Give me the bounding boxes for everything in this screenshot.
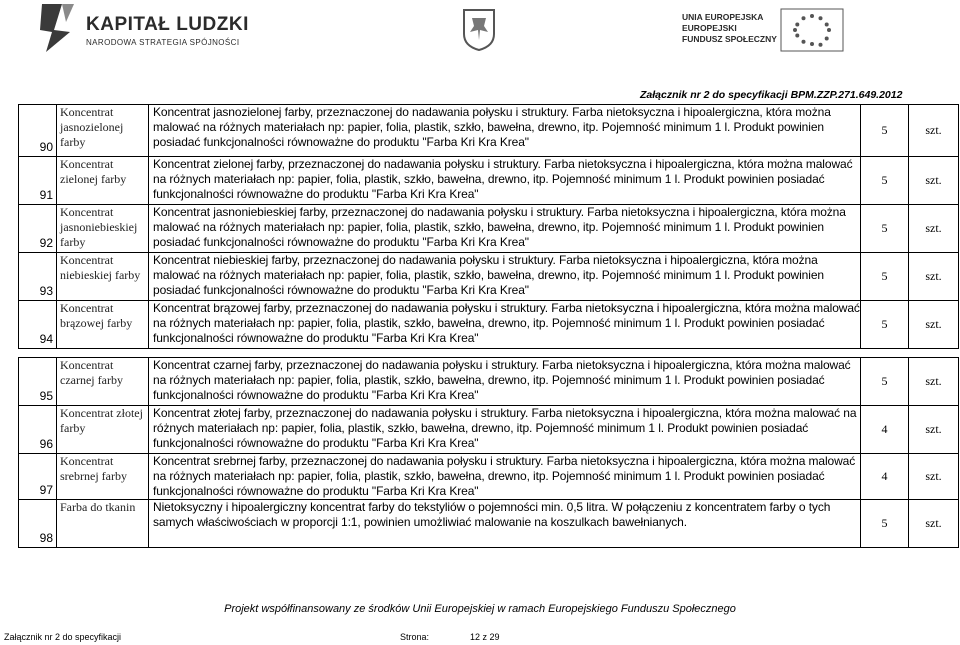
row-description: Koncentrat zielonej farby, przeznaczonej do nadawania połysku i struktury. Farba nietoksyczna i hipoalergiczna, która można malować na różnych materiałach np: papier, folia, plastik, szkło, bawełna, drewno, itp. Pojemność minimum 1 l. Produkt powinien posiadać funkcjonalności równoważne do produktu "Farba Kri Kra Krea": [149, 157, 861, 205]
row-number: 93: [19, 253, 57, 301]
row-description: Koncentrat czarnej farby, przeznaczonej do nadawania połysku i struktury. Farba nietoksyczna i hipoalergiczna, która można malować na różnych materiałach np: papier, folia, plastik, szkło, bawełna, drewno, itp. Pojemność minimum 1 l. Produkt powinien posiadać funkcjonalności równoważne do produktu "Farba Kri Kra Krea": [149, 358, 861, 406]
row-unit: szt.: [909, 205, 959, 253]
footer-attachment: Załącznik nr 2 do specyfikacji: [4, 632, 122, 642]
kapital-ludzki-flag-icon: [40, 2, 76, 54]
table-row: [19, 500, 959, 548]
table-row: [19, 301, 959, 349]
eu-label-line2: EUROPEJSKI: [682, 23, 737, 33]
row-unit: szt.: [909, 406, 959, 454]
row-number: 95: [19, 358, 57, 406]
funding-note: Projekt współfinansowany ze środków Unii Europejskiej w ramach Europejskiego Funduszu Społecznego: [224, 603, 736, 615]
row-number: 98: [19, 500, 57, 548]
row-number: 92: [19, 205, 57, 253]
row-description: Koncentrat brązowej farby, przeznaczonej do nadawania połysku i struktury. Farba nietoksyczna i hipoalergiczna, która można malować na różnych materiałach np: papier, folia, plastik, szkło, bawełna, drewno, itp. Pojemność minimum 1 l. Produkt powinien posiadać funkcjonalności równoważne do produktu "Farba Kri Kra Krea": [149, 301, 861, 349]
row-unit: szt.: [909, 105, 959, 157]
row-item-name: Koncentrat zielonej farby: [57, 157, 149, 205]
row-unit: szt.: [909, 358, 959, 406]
row-unit: szt.: [909, 500, 959, 548]
row-quantity: 5: [861, 253, 909, 301]
row-item-name: Koncentrat niebieskiej farby: [57, 253, 149, 301]
specification-table: [18, 104, 959, 548]
eu-label: [682, 12, 777, 45]
kapital-ludzki-title: KAPITAŁ LUDZKI: [86, 14, 249, 35]
eu-label-line3: FUNDUSZ SPOŁECZNY: [682, 34, 777, 44]
row-unit: szt.: [909, 253, 959, 301]
row-description: Koncentrat złotej farby, przeznaczonej do nadawania połysku i struktury. Farba nietoksyczna i hipoalergiczna, która można malować na różnych materiałach np: papier, folia, plastik, szkło, bawełna, drewno, itp. Pojemność minimum 1 l. Produkt powinien posiadać funkcjonalności równoważne do produktu "Farba Kri Kra Krea": [149, 406, 861, 454]
row-item-name: Koncentrat jasnoniebieskiej farby: [57, 205, 149, 253]
page-header: [0, 0, 960, 70]
polish-emblem-icon: [462, 8, 496, 52]
row-quantity: 4: [861, 454, 909, 500]
row-quantity: 4: [861, 406, 909, 454]
row-item-name: Koncentrat czarnej farby: [57, 358, 149, 406]
attachment-reference: Załącznik nr 2 do specyfikacji BPM.ZZP.271.649.2012: [640, 89, 903, 101]
row-description: Koncentrat srebrnej farby, przeznaczonej do nadawania połysku i struktury. Farba nietoksyczna i hipoalergiczna, która można malować na różnych materiałach np: papier, folia, plastik, szkło, bawełna, drewno, itp. Pojemność minimum 1 l. Produkt powinien posiadać funkcjonalności równoważne do produktu "Farba Kri Kra Krea": [149, 454, 861, 500]
row-number: 96: [19, 406, 57, 454]
row-number: 90: [19, 105, 57, 157]
row-quantity: 5: [861, 157, 909, 205]
eu-label-line1: UNIA EUROPEJSKA: [682, 12, 764, 22]
table-row: [19, 253, 959, 301]
row-description: Koncentrat niebieskiej farby, przeznaczonej do nadawania połysku i struktury. Farba nietoksyczna i hipoalergiczna, która można malować na różnych materiałach np: papier, folia, plastik, szkło, bawełna, drewno, itp. Pojemność minimum 1 l. Produkt powinien posiadać funkcjonalności równoważne do produktu "Farba Kri Kra Krea": [149, 253, 861, 301]
row-unit: szt.: [909, 454, 959, 500]
table-row: [19, 406, 959, 454]
row-item-name: Koncentrat jasnozielonej farby: [57, 105, 149, 157]
table-row: [19, 157, 959, 205]
row-quantity: 5: [861, 500, 909, 548]
row-number: 97: [19, 454, 57, 500]
row-description: Koncentrat jasnozielonej farby, przeznaczonej do nadawania połysku i struktury. Farba nietoksyczna i hipoalergiczna, która można malować na różnych materiałach np: papier, folia, plastik, szkło, bawełna, drewno, itp. Pojemność minimum 1 l. Produkt powinien posiadać funkcjonalności równoważne do produktu "Farba Kri Kra Krea": [149, 105, 861, 157]
row-quantity: 5: [861, 301, 909, 349]
row-unit: szt.: [909, 301, 959, 349]
row-item-name: Farba do tkanin: [57, 500, 149, 548]
row-quantity: 5: [861, 358, 909, 406]
table-row: [19, 205, 959, 253]
row-number: 94: [19, 301, 57, 349]
footer-page-label: Strona:: [400, 632, 430, 642]
kapital-ludzki-logo: [40, 2, 249, 60]
row-quantity: 5: [861, 105, 909, 157]
eu-flag-icon: [780, 8, 844, 52]
row-item-name: Koncentrat srebrnej farby: [57, 454, 149, 500]
table-row: [19, 105, 959, 157]
row-item-name: Koncentrat brązowej farby: [57, 301, 149, 349]
row-item-name: Koncentrat złotej farby: [57, 406, 149, 454]
table-section-gap: [19, 349, 959, 358]
row-description: Koncentrat jasnoniebieskiej farby, przeznaczonej do nadawania połysku i struktury. Farba nietoksyczna i hipoalergiczna, która można malować na różnych materiałach np: papier, folia, plastik, szkło, bawełna, drewno, itp. Pojemność minimum 1 l. Produkt powinien posiadać funkcjonalności równoważne do produktu "Farba Kri Kra Krea": [149, 205, 861, 253]
kapital-ludzki-subtitle: NARODOWA STRATEGIA SPÓJNOŚCI: [86, 38, 240, 47]
table-row: [19, 358, 959, 406]
row-unit: szt.: [909, 157, 959, 205]
row-description: Nietoksyczny i hipoalergiczny koncentrat farby do tekstyliów o pojemności min. 0,5 litra. W połączeniu z koncentratem farby o tych samych właściwościach w proporcji 1:1, powinien umożliwiać malowanie na koszulkach bawełnianych.: [149, 500, 861, 548]
row-quantity: 5: [861, 205, 909, 253]
table-row: [19, 454, 959, 500]
footer-page-value: 12 z 29: [470, 632, 500, 642]
row-number: 91: [19, 157, 57, 205]
